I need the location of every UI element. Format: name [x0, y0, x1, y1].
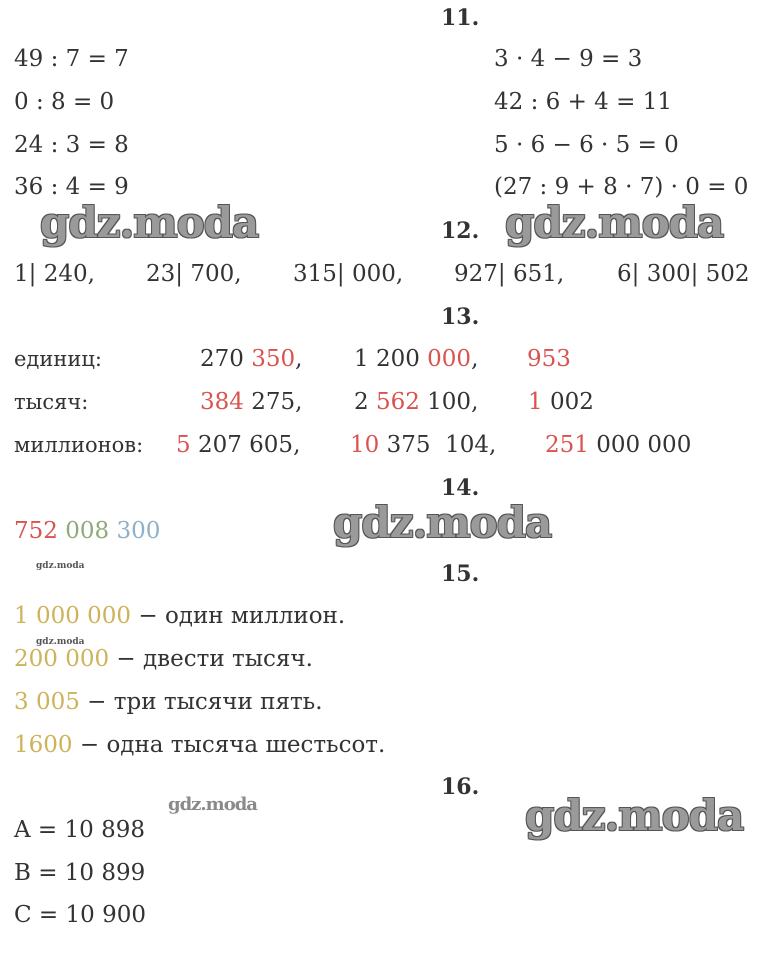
section-15-number: 15.: [441, 561, 480, 587]
watermark-logo-small: gdz.moda: [36, 561, 85, 571]
row-label: единиц:: [14, 347, 102, 371]
colored-number: 752 008 300: [14, 518, 161, 544]
watermark-logo: gdz.moda: [525, 791, 744, 840]
equation: 0 : 8 = 0: [14, 89, 115, 115]
equation: 3 · 4 − 9 = 3: [494, 46, 643, 72]
number-cell: 270 350,: [200, 346, 303, 372]
number-words-line: 1 000 000 − один миллион.: [14, 603, 346, 629]
equation: 49 : 7 = 7: [14, 46, 129, 72]
grouped-number: 6| 300| 502: [617, 261, 750, 287]
equation: (27 : 9 + 8 · 7) · 0 = 0: [494, 174, 749, 200]
number-cell: 10 375 104,: [350, 432, 497, 458]
equation: 42 : 6 + 4 = 11: [494, 89, 672, 115]
grouped-number: 23| 700,: [146, 261, 242, 287]
row-label: тысяч:: [14, 390, 89, 414]
equation: 36 : 4 = 9: [14, 174, 129, 200]
equation: 5 · 6 − 6 · 5 = 0: [494, 132, 679, 158]
section-12-number: 12.: [441, 218, 480, 244]
number-cell: 1 002: [528, 389, 594, 415]
section-16-number: 16.: [441, 774, 480, 800]
number-cell: 5 207 605,: [176, 432, 301, 458]
watermark-logo: gdz.moda: [333, 498, 552, 547]
section-11-number: 11.: [441, 5, 480, 31]
number-cell: 2 562 100,: [354, 389, 479, 415]
number-words-line: 3 005 − три тысячи пять.: [14, 689, 323, 715]
watermark-logo-small: gdz.moda: [36, 637, 85, 647]
grouped-number: 315| 000,: [293, 261, 404, 287]
point-value: A = 10 898: [14, 817, 145, 843]
equation: 24 : 3 = 8: [14, 132, 129, 158]
number-words-line: 200 000 − двести тысяч.: [14, 646, 313, 672]
watermark-logo: gdz.moda: [40, 198, 259, 247]
point-value: C = 10 900: [14, 902, 146, 928]
number-cell: 251 000 000: [545, 432, 692, 458]
number-words-line: 1600 − одна тысяча шестьсот.: [14, 732, 386, 758]
section-13-number: 13.: [441, 304, 480, 330]
number-cell: 384 275,: [200, 389, 303, 415]
section-14-number: 14.: [441, 475, 480, 501]
grouped-number: 927| 651,: [454, 261, 565, 287]
grouped-number: 1| 240,: [14, 261, 95, 287]
watermark-logo: gdz.moda: [505, 198, 724, 247]
number-cell: 1 200 000,: [354, 346, 479, 372]
point-value: B = 10 899: [14, 860, 146, 886]
number-cell: 953: [527, 346, 571, 372]
watermark-logo-medium: gdz.moda: [168, 794, 257, 815]
row-label: миллионов:: [14, 433, 144, 457]
